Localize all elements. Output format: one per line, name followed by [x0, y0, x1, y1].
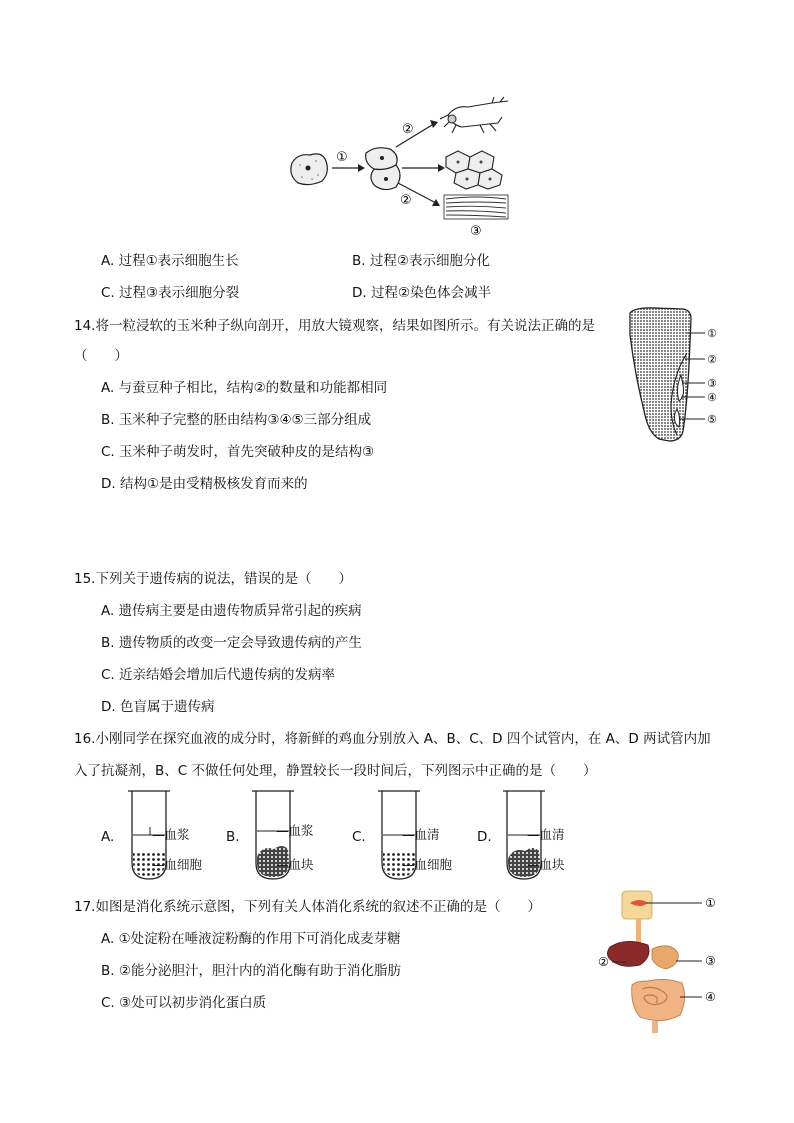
digest-label-2: ② — [598, 955, 609, 969]
q15-stem: 15.下列关于遗传病的说法，错误的是（ ） — [74, 571, 352, 587]
tube-b-bottom-label: —血块 — [276, 857, 314, 872]
q15-option-c[interactable]: C. 近亲结婚会增加后代遗传病的发病率 — [101, 667, 336, 683]
tube-a-top-label: —血浆 — [152, 827, 190, 842]
q17-option-a[interactable]: A. ①处淀粉在唾液淀粉酶的作用下可消化成麦芽糖 — [101, 931, 401, 947]
tube-b-bottom-text: 血块 — [288, 857, 314, 872]
q15-option-b[interactable]: B. 遗传物质的改变一定会导致遗传病的产生 — [101, 635, 362, 651]
tube-c-bottom-text: 血细胞 — [414, 857, 453, 872]
q13-option-d[interactable]: D. 过程②染色体会减半 — [352, 285, 492, 301]
q14-option-b[interactable]: B. 玉米种子完整的胚由结构③④⑤三部分组成 — [101, 412, 372, 428]
q17-stem: 17.如图是消化系统示意图，下列有关人体消化系统的叙述不正确的是（ ） — [74, 899, 541, 915]
process-2-marker-top: ② — [402, 122, 414, 137]
cell-process-figure — [280, 95, 520, 240]
digest-label-3: ③ — [705, 954, 716, 968]
q14-option-a[interactable]: A. 与蚕豆种子相比，结构②的数量和功能都相同 — [101, 380, 388, 396]
tube-a-bottom-text: 血细胞 — [164, 857, 203, 872]
tube-c-letter[interactable]: C. — [352, 829, 366, 845]
seed-label-1: ① — [707, 327, 717, 340]
digest-label-4: ④ — [705, 990, 716, 1004]
seed-label-4: ④ — [707, 391, 717, 404]
tube-b-top-label: —血浆 — [276, 823, 314, 838]
tube-b-letter[interactable]: B. — [226, 829, 240, 845]
corn-seed-figure — [625, 305, 725, 445]
digest-label-1: ① — [705, 896, 716, 910]
tube-c-bottom-label: —血细胞 — [402, 857, 453, 872]
q14-stem-line2: （ ） — [74, 348, 128, 364]
tube-d-top-text: 血清 — [539, 827, 565, 842]
q14-stem-line1: 14.将一粒浸软的玉米种子纵向剖开，用放大镜观察，结果如图所示。有关说法正确的是 — [74, 318, 595, 334]
q15-option-d[interactable]: D. 色盲属于遗传病 — [101, 699, 215, 715]
q16-stem-line2: 入了抗凝剂，B、C 不做任何处理，静置较长一段时间后，下列图示中正确的是（ ） — [74, 763, 597, 779]
tube-a-top-text: 血浆 — [164, 827, 190, 842]
process-1-marker: ① — [336, 150, 348, 165]
q14-option-c[interactable]: C. 玉米种子萌发时，首先突破种皮的是结构③ — [101, 444, 375, 460]
process-3-marker: ③ — [470, 224, 482, 239]
seed-label-5: ⑤ — [707, 413, 717, 426]
process-2-marker-bottom: ② — [400, 193, 412, 208]
q13-option-b[interactable]: B. 过程②表示细胞分化 — [352, 253, 490, 269]
q13-option-a[interactable]: A. 过程①表示细胞生长 — [101, 253, 239, 269]
tube-a-letter[interactable]: A. — [101, 829, 115, 845]
tube-d-letter[interactable]: D. — [477, 829, 492, 845]
tube-d-bottom-label: —血块 — [527, 857, 565, 872]
tube-a-bottom-label: —血细胞 — [152, 857, 203, 872]
tube-d-top-label: —血清 — [527, 827, 565, 842]
tube-c-top-text: 血清 — [414, 827, 440, 842]
q13-option-c[interactable]: C. 过程③表示细胞分裂 — [101, 285, 240, 301]
tube-b-top-text: 血浆 — [288, 823, 314, 838]
seed-label-3: ③ — [707, 377, 717, 390]
digestive-system-figure — [596, 885, 726, 1035]
q15-option-a[interactable]: A. 遗传病主要是由遗传物质异常引起的疾病 — [101, 603, 362, 619]
seed-label-2: ② — [707, 353, 717, 366]
tube-d-bottom-text: 血块 — [539, 857, 565, 872]
q17-option-c[interactable]: C. ③处可以初步消化蛋白质 — [101, 995, 267, 1011]
q17-option-b[interactable]: B. ②能分泌胆汁，胆汁内的消化酶有助于消化脂肪 — [101, 963, 401, 979]
q16-stem-line1: 16.小刚同学在探究血液的成分时，将新鲜的鸡血分别放入 A、B、C、D 四个试管内，在 A、D 两试管内加 — [74, 731, 711, 747]
q14-option-d[interactable]: D. 结构①是由受精极核发育而来的 — [101, 476, 308, 492]
tube-c-top-label: —血清 — [402, 827, 440, 842]
